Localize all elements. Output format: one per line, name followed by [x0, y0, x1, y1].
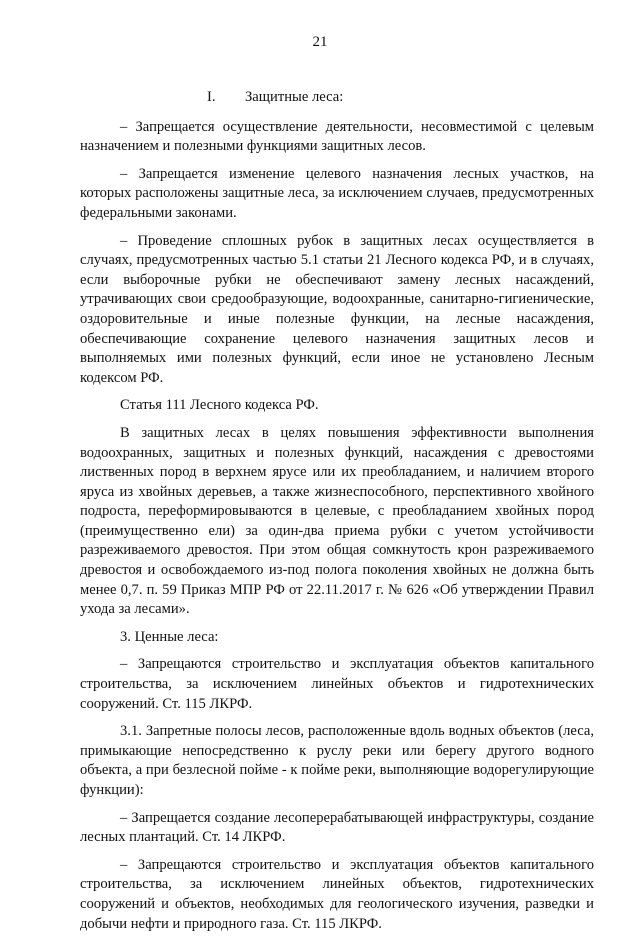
section-heading	[80, 88, 594, 108]
paragraph-protective-strips: 3.1. Запретные полосы лесов, расположенные вдоль водных объектов (леса, примыкающие непосредственно к руслу реки или берегу другого водного объекта, а при безлесной пойме - к пойме реки, выполняющие водорегулирующие функции):	[80, 723, 594, 798]
paragraph-reforming-stands: В защитных лесах в целях повышения эффективности выполнения водоохранных, защитных и полезных функций, насаждения с древостоями лиственных пород в верхнем ярусе или их преобладанием, и наличием второго яруса из хвойных деревьев, а также жизнеспособного, перспективного хвойного подроста, переформировываются в целевые, с преобладанием хвойных пород (преимущественно ели) за один-два приема рубки с учетом устойчивости разреживаемого древостоя. При этом общая сомкнутость крон разреживаемого древостоя и освобождаемого из-под полога поколения хвойных не должна быть менее 0,7. п. 59 Приказ МПР РФ от 22.11.2017 г. № 626 «Об утверждении Правил ухода за лесами».	[80, 424, 594, 618]
paragraph-construction-prohibition-extended: – Запрещаются строительство и эксплуатация объектов капитального строительства, за исключением линейных объектов, гидротехнических сооружений и объектов, необходимых для геологического изучения, разведки и добычи нефти и природного газа. Ст. 115 ЛКРФ.	[80, 856, 594, 932]
paragraph-clear-cutting: – Проведение сплошных рубок в защитных лесах осуществляется в случаях, предусмотренных частью 5.1 статьи 21 Лесного кодекса РФ, и в случаях, если выборочные рубки не обеспечивают замену лесных насаждений, утрачивающих свои средообразующие, водоохранные, санитарно-гигиенические, оздоровительные и иные полезные функции, на лесные насаждения, обеспечивающие сохранение целевого назначения защитных лесов и выполняемых ими полезных функций, если иное не установлено Лесным кодексом РФ.	[80, 232, 594, 386]
section-heading-title: Защитные леса:	[245, 89, 344, 105]
paragraph-processing-prohibition: – Запрещается создание лесоперерабатывающей инфраструктуры, создание лесных плантаций. Ст. 14 ЛКРФ.	[80, 809, 594, 846]
paragraph-construction-prohibition: – Запрещаются строительство и эксплуатация объектов капитального строительства, за исключением линейных объектов и гидротехнических сооружений. Ст. 115 ЛКРФ.	[80, 656, 594, 712]
paragraph-article-111: Статья 111 Лесного кодекса РФ.	[120, 397, 319, 414]
paragraph-prohibition-incompatible-activity: – Запрещается осуществление деятельности, несовместимой с целевым назначением и полезными функциями защитных лесов.	[80, 118, 594, 155]
paragraph-prohibition-purpose-change: – Запрещается изменение целевого назначения лесных участков, на которых расположены защитные леса, за исключением случаев, предусмотренных федеральными законами.	[80, 165, 594, 221]
section-heading-number: I.	[207, 89, 216, 105]
page-number: 21	[312, 34, 328, 50]
document-body	[80, 88, 594, 942]
section-heading-valuable-forests: 3. Ценные леса:	[120, 628, 219, 645]
